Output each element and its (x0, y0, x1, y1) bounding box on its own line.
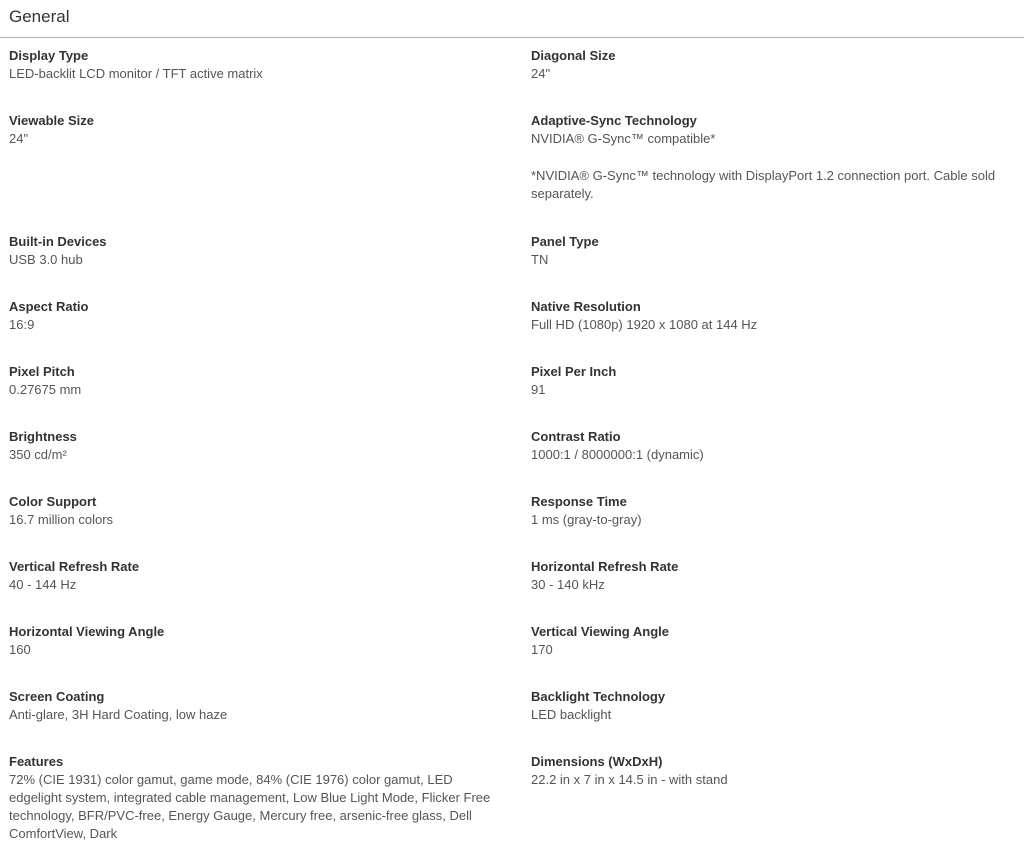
spec-label: Horizontal Refresh Rate (531, 559, 679, 574)
spec-brightness (9, 428, 509, 464)
section-title: General (9, 7, 70, 26)
spec-value: 16:9 (9, 317, 35, 332)
spec-value: 22.2 in x 7 in x 14.5 in - with stand (531, 772, 728, 787)
spec-viewable-size (9, 112, 509, 148)
spec-dimensions (531, 753, 1001, 789)
spec-screen-coating (9, 688, 509, 724)
spec-pixel-pitch (9, 363, 509, 399)
spec-label: Diagonal Size (531, 48, 616, 63)
spec-value: LED backlight (531, 707, 612, 722)
spec-value: 1000:1 / 8000000:1 (dynamic) (531, 447, 704, 462)
spec-label: Built-in Devices (9, 234, 107, 249)
spec-value: Full HD (1080p) 1920 x 1080 at 144 Hz (531, 317, 758, 332)
spec-display-type (9, 47, 509, 83)
spec-native-resolution (531, 298, 1001, 334)
spec-label: Color Support (9, 494, 97, 509)
spec-label: Response Time (531, 494, 627, 509)
spec-label: Pixel Per Inch (531, 364, 617, 379)
spec-value: 72% (CIE 1931) color gamut, game mode, 84% (CIE 1976) color gamut, LED edgelight system, integrated cable management, Low Blue Light Mode, Flicker Free technology, BFR/PVC-free, Energy Gauge, Mercury free, arsenic-free glass, Dell ComfortView, Dark (9, 772, 491, 841)
spec-diagonal-size (531, 47, 1001, 83)
spec-adaptive-sync (531, 112, 1001, 203)
spec-aspect-ratio (9, 298, 509, 334)
spec-label: Horizontal Viewing Angle (9, 624, 165, 639)
spec-value: USB 3.0 hub (9, 252, 83, 267)
spec-value: 30 - 140 kHz (531, 577, 605, 592)
spec-horizontal-refresh-rate (531, 558, 1001, 594)
spec-value: 16.7 million colors (9, 512, 114, 527)
spec-label: Brightness (9, 429, 77, 444)
spec-label: Features (9, 754, 64, 769)
spec-label: Panel Type (531, 234, 599, 249)
spec-label: Backlight Technology (531, 689, 666, 704)
spec-value: 1 ms (gray-to-gray) (531, 512, 642, 527)
spec-value: TN (531, 252, 549, 267)
spec-label: Aspect Ratio (9, 299, 89, 314)
spec-label: Contrast Ratio (531, 429, 621, 444)
spec-label: Pixel Pitch (9, 364, 75, 379)
spec-label: Display Type (9, 48, 89, 63)
spec-label: Vertical Viewing Angle (531, 624, 669, 639)
spec-value: 350 cd/m² (9, 447, 67, 462)
spec-contrast-ratio (531, 428, 1001, 464)
spec-value: 170 (531, 642, 553, 657)
spec-value: NVIDIA® G-Sync™ compatible* (531, 131, 716, 146)
spec-vertical-refresh-rate (9, 558, 509, 594)
spec-value: 91 (531, 382, 546, 397)
spec-backlight-technology (531, 688, 1001, 724)
spec-label: Viewable Size (9, 113, 95, 128)
spec-value: LED-backlit LCD monitor / TFT active matrix (9, 66, 263, 81)
section-header (0, 0, 1024, 38)
spec-features (9, 753, 509, 843)
spec-response-time (531, 493, 1001, 529)
spec-label: Screen Coating (9, 689, 105, 704)
spec-pixel-per-inch (531, 363, 1001, 399)
spec-label: Adaptive-Sync Technology (531, 113, 697, 128)
spec-value: 24" (9, 131, 29, 146)
spec-panel-type (531, 233, 1001, 269)
spec-value: Anti-glare, 3H Hard Coating, low haze (9, 707, 228, 722)
spec-label: Native Resolution (531, 299, 641, 314)
spec-value: 0.27675 mm (9, 382, 82, 397)
spec-label: Dimensions (WxDxH) (531, 754, 663, 769)
spec-value: 24" (531, 66, 551, 81)
spec-label: Vertical Refresh Rate (9, 559, 140, 574)
spec-color-support (9, 493, 509, 529)
spec-value: 40 - 144 Hz (9, 577, 77, 592)
spec-horizontal-viewing-angle (9, 623, 509, 659)
spec-value: 160 (9, 642, 31, 657)
spec-vertical-viewing-angle (531, 623, 1001, 659)
spec-built-in-devices (9, 233, 509, 269)
spec-note: *NVIDIA® G-Sync™ technology with DisplayPort 1.2 connection port. Cable sold separately. (531, 168, 996, 201)
